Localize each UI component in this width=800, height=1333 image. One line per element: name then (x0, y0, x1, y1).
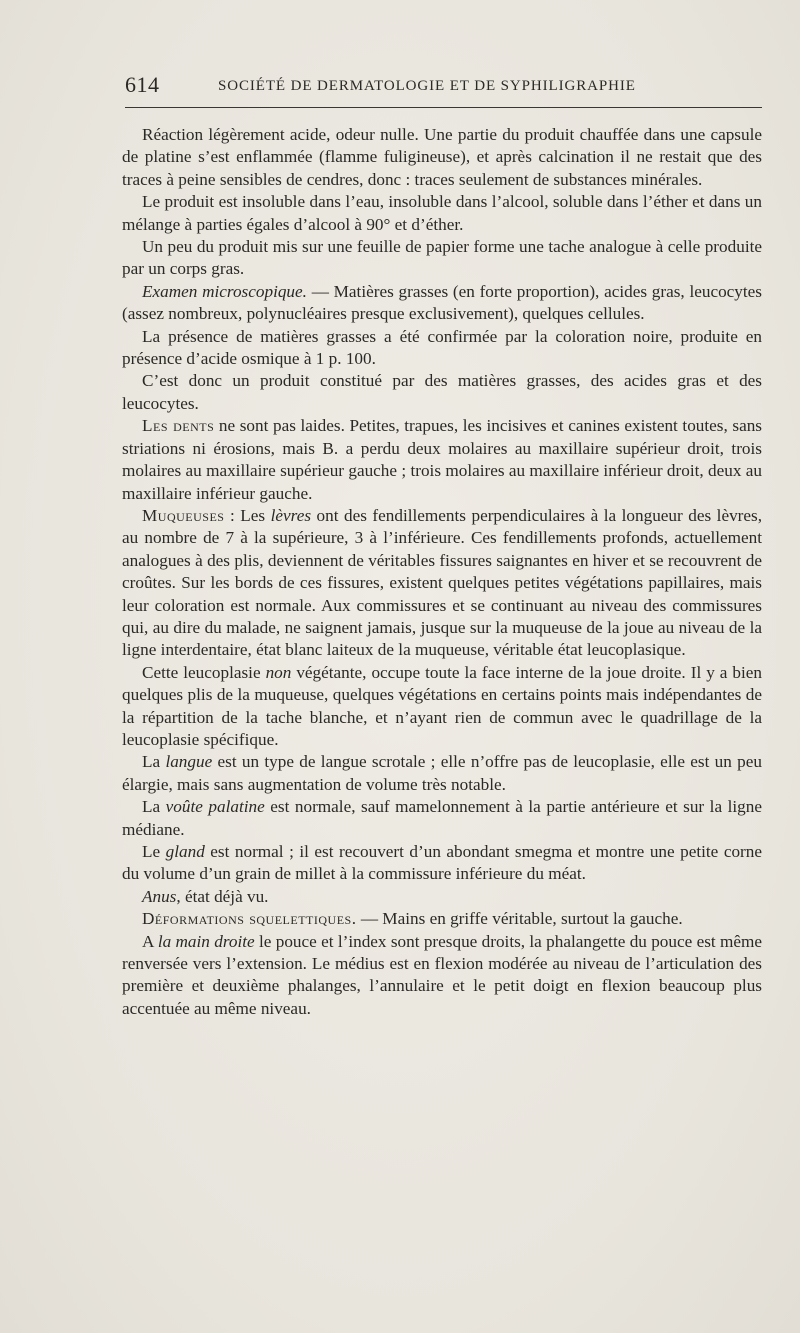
paragraph-lead: Muqueuses (142, 505, 225, 525)
paragraph-text: — Mains en griffe véritable, surtout la gauche. (356, 909, 683, 929)
running-title: SOCIÉTÉ DE DERMATOLOGIE ET DE SYPHILIGRAPHIE (218, 78, 636, 94)
paragraph-text: — Matières grasses (en forte proportion), acides gras, leucocytes (assez nombreux, polynucléaires presque exclusivement), quelques cellules. (122, 281, 762, 324)
paragraph-text: La (142, 797, 166, 817)
paragraph-mucous-membranes (122, 505, 762, 662)
paragraph-text: C’est donc un produit constitué par des matières grasses, des acides gras et des leucocytes. (122, 371, 762, 413)
paragraph-lead: Examen microscopique. (142, 281, 307, 301)
paragraph-emphasis: la main droite (157, 931, 255, 951)
paragraph-right-hand (122, 931, 762, 1021)
paragraph-emphasis: Anus (142, 886, 177, 906)
paragraph-skeletal-deformities (122, 908, 762, 930)
paragraph-emphasis: gland (165, 842, 205, 861)
paragraph-text: est normale, sauf mamelonnement à la partie antérieure et sur la ligne médiane. (122, 797, 762, 839)
paragraph-text: , état déjà vu. (176, 886, 269, 906)
paragraph-text: Cette leucoplasie (142, 662, 266, 682)
paragraph-text: Le (142, 842, 166, 861)
paragraph-leucoplasia (122, 662, 762, 752)
paragraph-anus (122, 886, 762, 908)
paragraph-teeth (122, 415, 762, 505)
paragraph-text: est normal ; il est recouvert d’un abondant smegma et montre une petite corne du volume d’un grain de millet à la commissure inférieure du méat. (122, 842, 762, 884)
paragraph-text: Le produit est insoluble dans l’eau, insoluble dans l’alcool, soluble dans l’éther et dans un mélange à parties égales d’alcool à 90° et d’éther. (122, 192, 762, 234)
paragraph-lead: Les dents (142, 416, 215, 436)
paragraph-emphasis: voûte palatine (165, 797, 265, 817)
paragraph-emphasis: langue (165, 752, 213, 772)
paragraph-solubility (122, 191, 762, 236)
paragraph-text: ont des fendillements perpendiculaires à la longueur des lèvres, au nombre de 7 à la supérieure, 3 à l’inférieure. Ces fendillements profonds, actuellement analogues à des plis, deviennent de véritables fissures saignantes en hiver et se recouvrent de croûtes. Sur les bords de ces fissures, existent quelques petites végétations papillaires, mais leur coloration est normale. Aux commissures et se continuant au niveau des commissures qui, au dire du malade, ne saignent jamais, jusque sur la muqueuse de la joue au niveau de la ligne interdentaire, état blanc laiteux de la muqueuse, véritable état leucoplasique. (122, 505, 763, 660)
paragraph-text: végétante, occupe toute la face interne de la joue droite. Il y a bien quelques plis de la muqueuse, quelques végétations en certains points mais indépendantes de la répartition de la tache blanche, et n’ayant rien de commun avec le quadrillage de la leucoplasie spécifique. (122, 662, 762, 749)
paragraph-reaction (122, 124, 762, 191)
paragraph-text: ne sont pas laides. Petites, trapues, les incisives et canines existent toutes, sans striations ni érosions, mais B. a perdu deux molaires au maxillaire supérieur droit, trois molaires au maxillaire supérieur gauche ; trois molaires au maxillaire inférieur droit, deux au maxillaire inférieur gauche. (122, 416, 762, 503)
paragraph-conclusion (122, 370, 762, 415)
paragraph-text: est un type de langue scrotale ; elle n’offre pas de leucoplasie, elle est un peu élargie, mais sans augmentation de volume très notable. (122, 752, 762, 794)
paragraph-osmic-acid (122, 326, 762, 371)
paragraph-paper-test (122, 236, 762, 281)
paragraph-text: : Les (224, 505, 271, 525)
paragraph-text: Réaction légèrement acide, odeur nulle. Une partie du produit chauffée dans une capsule de platine s’est enflammée (flamme fuligineuse), et après calcination il ne restait que des traces à peine sensibles de cendres, donc : traces seulement de substances minérales. (122, 125, 762, 189)
running-head (125, 72, 762, 102)
paragraph-text: La présence de matières grasses a été confirmée par la coloration noire, produite en présence d’acide osmique à 1 p. 100. (122, 326, 762, 369)
paragraph-microscopic-exam (122, 281, 762, 326)
paragraph-text: La (142, 752, 166, 772)
paragraph-lead: Déformations squelettiques. (142, 909, 357, 929)
paragraph-text: A (142, 931, 158, 951)
paragraph-palate (122, 796, 762, 841)
header-rule (125, 107, 762, 108)
paragraph-emphasis: lèvres (270, 505, 312, 525)
paragraph-text: le pouce et l’index sont presque droits, la phalangette du pouce est même renversée vers l’extension. Le médius est en flexion modérée au niveau de l’articulation des première et deuxième phalanges, l’annulaire et le petit doigt en flexion beaucoup plus accentuée au même niveau. (122, 931, 763, 1018)
paragraph-text: Un peu du produit mis sur une feuille de papier forme une tache analogue à celle produite par un corps gras. (122, 237, 762, 279)
paragraph-gland (122, 841, 762, 886)
body-text (122, 124, 762, 1020)
page-number: 614 (125, 72, 160, 97)
paragraph-tongue (122, 751, 762, 796)
paragraph-emphasis: non (265, 662, 292, 682)
